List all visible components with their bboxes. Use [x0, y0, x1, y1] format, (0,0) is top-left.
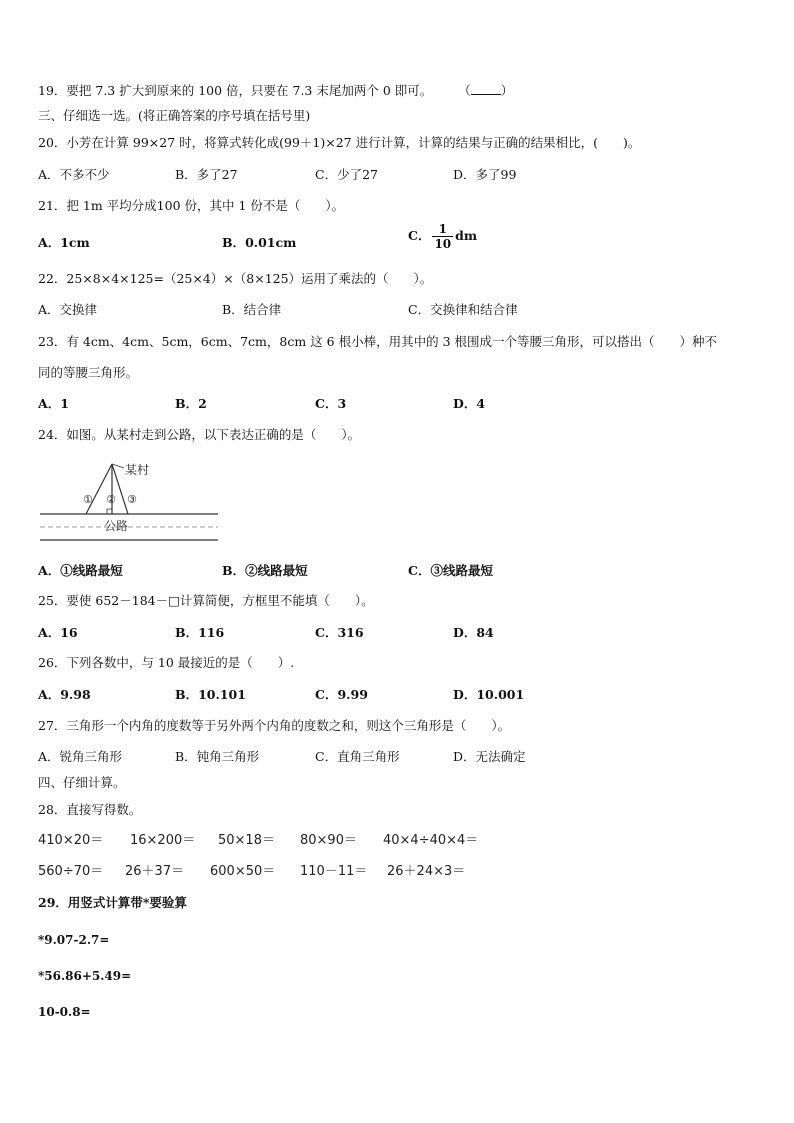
answer-paren-close: ）	[500, 83, 514, 98]
calc-r2-1: 560÷70＝	[38, 864, 104, 879]
question-27-text: 27．三角形一个内角的度数等于另外两个内角的度数之和，则这个三角形是（ ）。	[38, 718, 511, 733]
q24-option-c[interactable]: C．③线路最短	[408, 563, 493, 578]
question-28-text: 28．直接写得数。	[38, 802, 142, 817]
fraction-unit: dm	[455, 228, 478, 243]
calc-r2-3: 600×50＝	[210, 864, 276, 879]
section-3-heading: 三、仔细选一选。(将正确答案的序号填在括号里)	[38, 108, 311, 123]
q26-option-c[interactable]: C．9.99	[315, 687, 368, 702]
question-25-text: 25．要使 652－184－□计算简便，方框里不能填（ ）。	[38, 593, 374, 608]
calc-r1-3: 50×18＝	[218, 833, 275, 848]
q29-item-3: 10-0.8=	[38, 1005, 91, 1019]
fraction	[432, 222, 453, 251]
section-4-heading: 四、仔细计算。	[38, 775, 126, 790]
q26-option-a[interactable]: A．9.98	[38, 687, 91, 702]
question-29-text: 29．用竖式计算带*要验算	[38, 895, 187, 910]
calc-r1-2: 16×200＝	[130, 833, 196, 848]
fraction-numerator: 1	[432, 222, 453, 237]
village-label: 某村	[125, 463, 150, 477]
q23-option-c[interactable]: C．3	[315, 396, 347, 411]
question-20-text: 20．小芳在计算 99×27 时，将算式转化成(99＋1)×27 进行计算，计算的结果与正确的结果相比，( )。	[38, 135, 641, 150]
q20-option-b[interactable]: B．多了27	[175, 167, 238, 182]
q27-option-c[interactable]: C．直角三角形	[315, 749, 400, 764]
route-3-label: ③	[127, 493, 137, 506]
question-21-text: 21．把 1m 平均分成100 份，其中 1 份不是（ ）。	[38, 198, 345, 213]
q25-option-a[interactable]: A．16	[38, 625, 78, 640]
answer-blank[interactable]	[471, 82, 501, 95]
calc-r1-5: 40×4÷40×4＝	[383, 833, 479, 848]
q21-option-c-label: C．	[408, 228, 431, 243]
q25-option-c[interactable]: C．316	[315, 625, 364, 640]
answer-paren-open: （	[458, 83, 471, 98]
right-angle-mark	[107, 509, 112, 514]
q27-option-b[interactable]: B．钝角三角形	[175, 749, 260, 764]
q27-option-a[interactable]: A．锐角三角形	[38, 749, 123, 764]
route-1-label: ①	[83, 493, 93, 506]
calc-r2-5: 26＋24×3＝	[387, 864, 466, 879]
question-23-text-2: 同的等腰三角形。	[38, 365, 139, 380]
q26-option-b[interactable]: B．10.101	[175, 687, 246, 702]
q20-option-a[interactable]: A．不多不少	[38, 167, 110, 182]
q24-option-b[interactable]: B．②线路最短	[222, 563, 308, 578]
question-26-text: 26．下列各数中，与 10 最接近的是（ ）.	[38, 655, 295, 670]
road-label: 公路	[104, 519, 129, 533]
q21-option-b[interactable]: B．0.01cm	[222, 235, 297, 250]
calc-r2-2: 26＋37＝	[125, 864, 185, 879]
q20-option-d[interactable]: D．多了99	[453, 167, 517, 182]
route-1-line	[86, 464, 112, 514]
question-19	[38, 82, 513, 99]
q21-option-a[interactable]: A．1cm	[38, 235, 90, 250]
q22-option-a[interactable]: A．交换律	[38, 302, 98, 317]
question-23-text-1: 23．有 4cm、4cm、5cm，6cm、7cm，8cm 这 6 根小棒，用其中的 3 根围成一个等腰三角形，可以搭出（ ）种不	[38, 334, 717, 349]
route-2-label: ②	[106, 493, 116, 506]
q22-option-b[interactable]: B．结合律	[222, 302, 282, 317]
question-22-text: 22．25×8×4×125=（25×4）×（8×125）运用了乘法的（ ）。	[38, 271, 433, 286]
q29-item-2: *56.86+5.49=	[38, 969, 132, 983]
q29-item-1: *9.07-2.7=	[38, 933, 110, 947]
q23-option-a[interactable]: A．1	[38, 396, 69, 411]
q22-option-c[interactable]: C．交换律和结合律	[408, 302, 518, 317]
village-pointer	[112, 464, 124, 468]
q23-option-b[interactable]: B．2	[175, 396, 207, 411]
q21-option-c[interactable]	[408, 222, 477, 251]
q25-option-d[interactable]: D．84	[453, 625, 494, 640]
q24-option-a[interactable]: A．①线路最短	[38, 563, 123, 578]
q26-option-d[interactable]: D．10.001	[453, 687, 525, 702]
village-road-figure	[36, 458, 222, 548]
calc-r2-4: 110－11＝	[300, 864, 368, 879]
q25-option-b[interactable]: B．116	[175, 625, 225, 640]
question-19-text: 19．要把 7.3 扩大到原来的 100 倍，只要在 7.3 末尾加两个 0 即可。	[38, 83, 433, 98]
calc-r1-1: 410×20＝	[38, 833, 104, 848]
question-24-text: 24．如图。从某村走到公路，以下表达正确的是（ ）。	[38, 427, 361, 442]
q20-option-c[interactable]: C．少了27	[315, 167, 378, 182]
fraction-denominator: 10	[434, 237, 452, 251]
q23-option-d[interactable]: D．4	[453, 396, 486, 411]
q27-option-d[interactable]: D．无法确定	[453, 749, 526, 764]
calc-r1-4: 80×90＝	[300, 833, 357, 848]
